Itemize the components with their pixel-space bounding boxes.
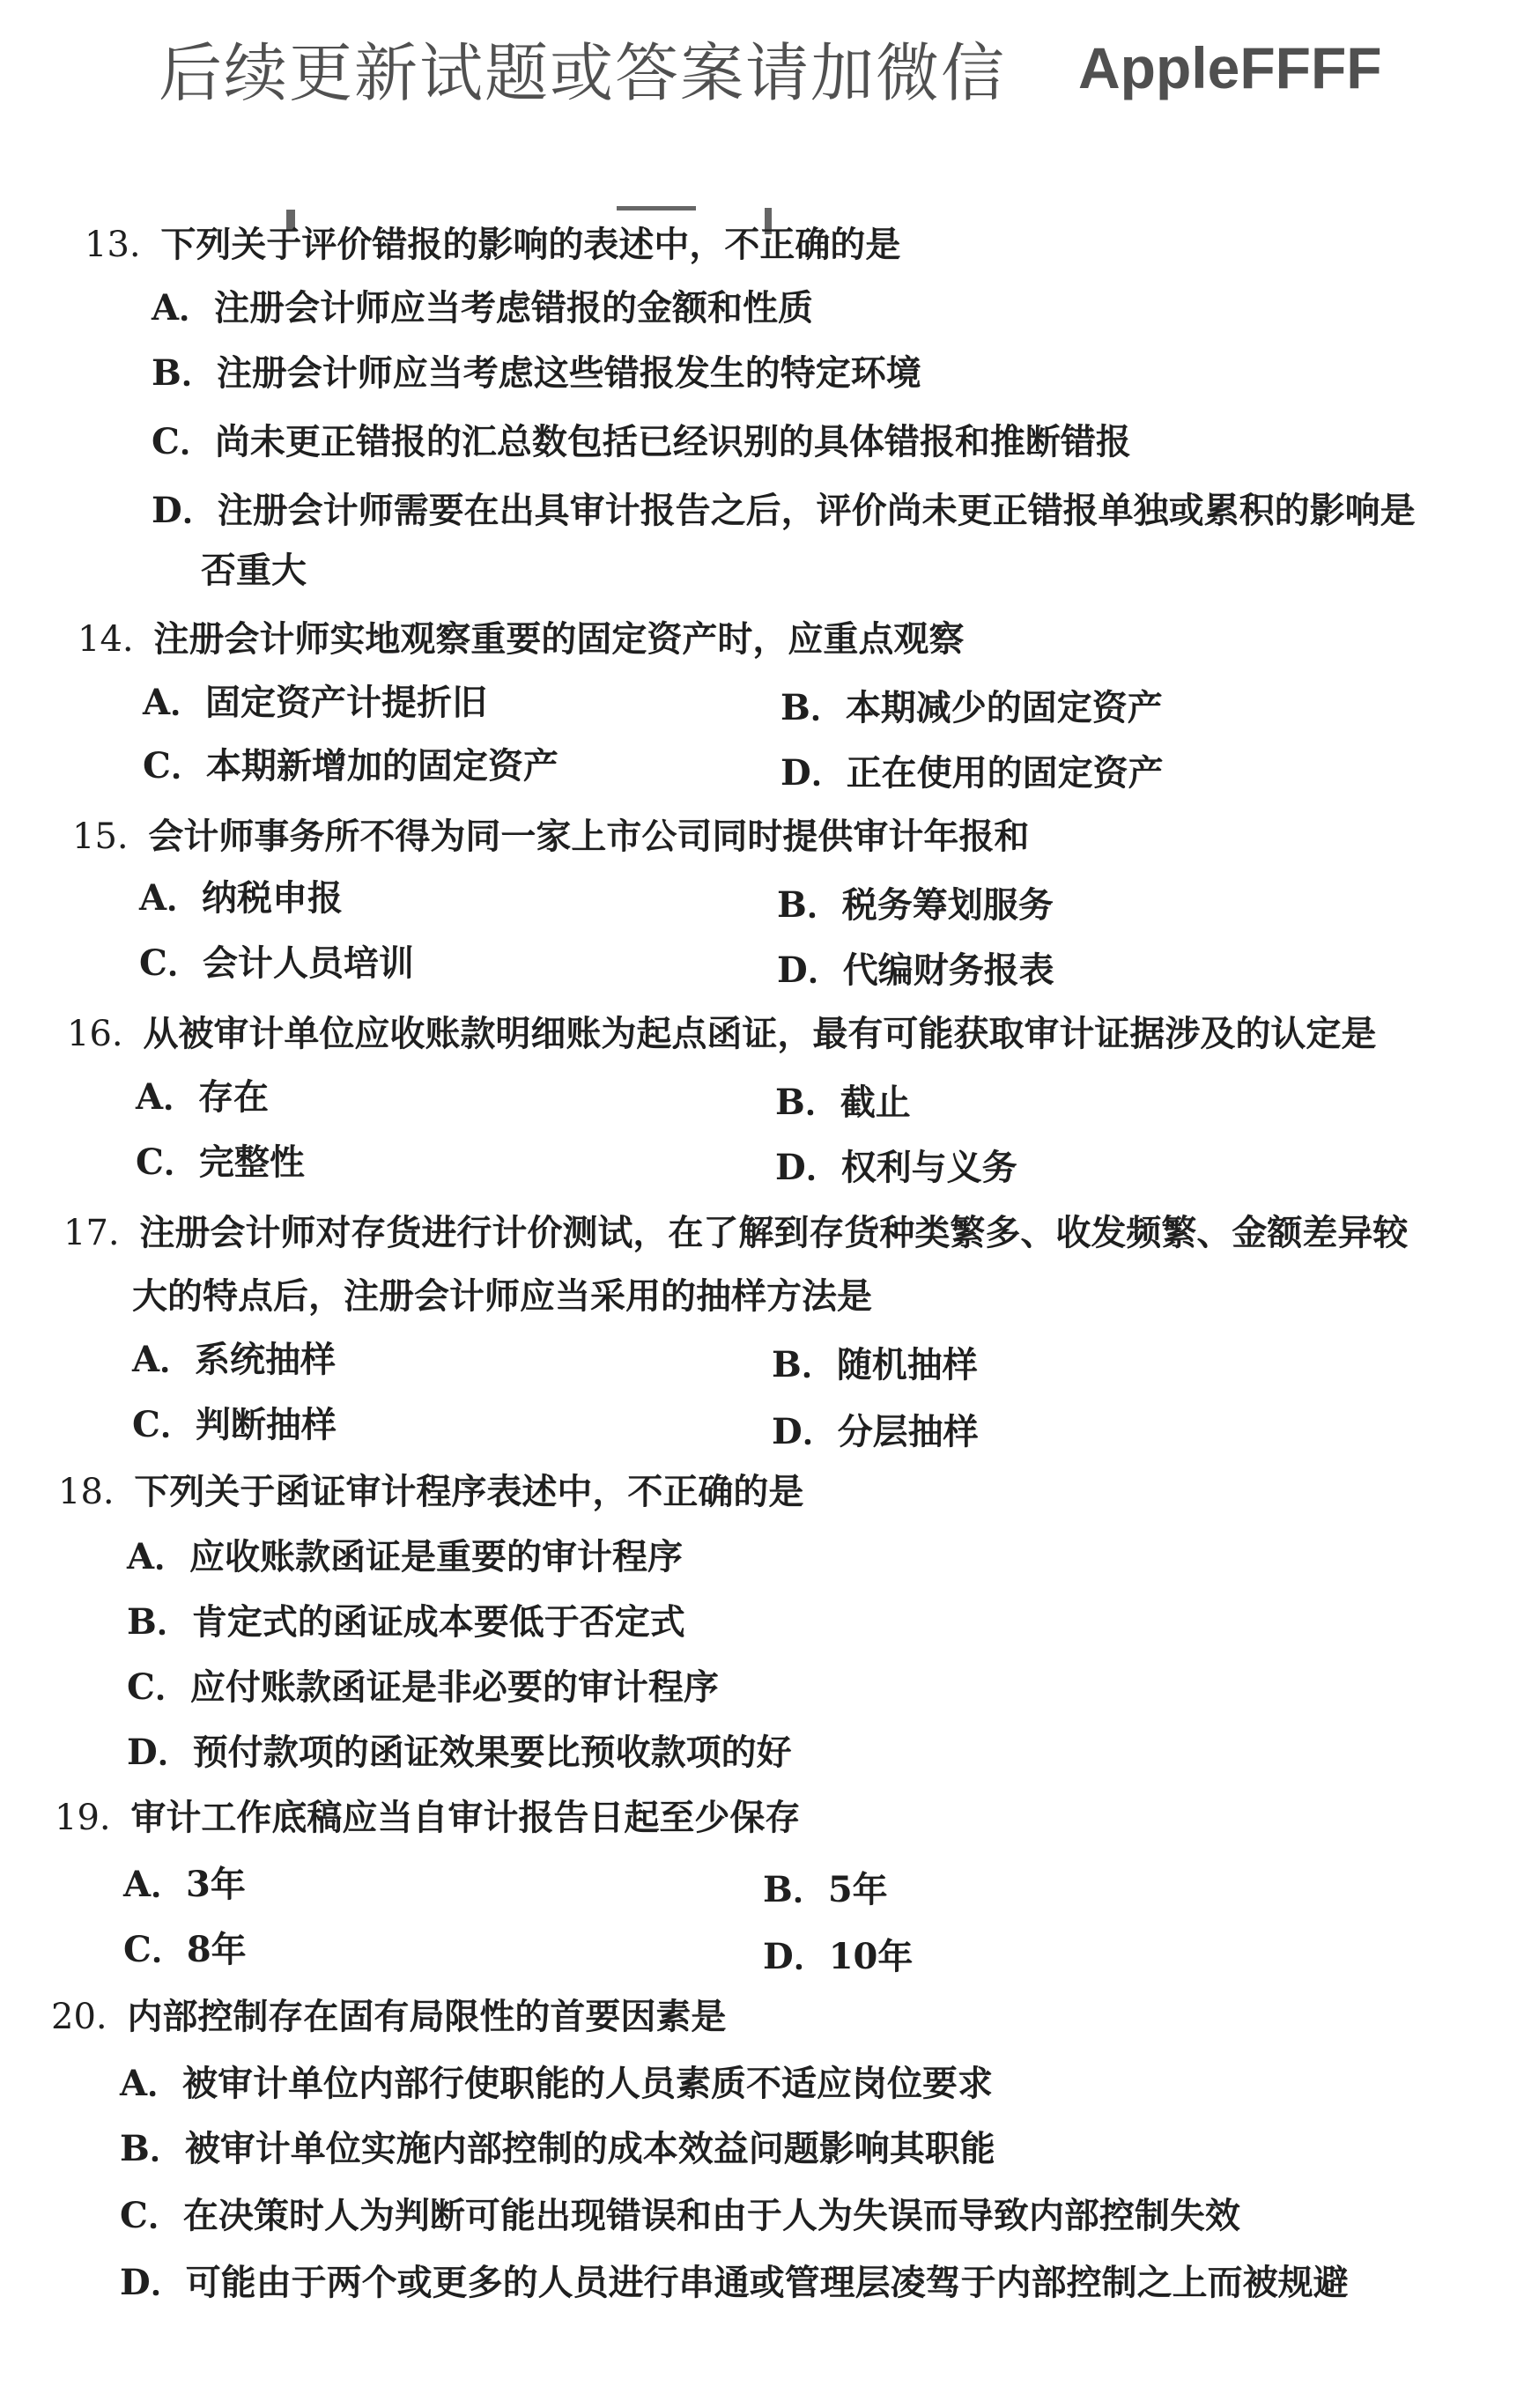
option-19-c: [123, 1927, 247, 1973]
option-letter: D．: [775, 1147, 841, 1188]
option-14-d: [780, 750, 1164, 796]
option-text: 判断抽样: [195, 1404, 337, 1445]
option-17-a: [132, 1337, 336, 1383]
question-stem: 下列关于函证审计程序表述中，不正确的是: [134, 1471, 804, 1512]
question-number: 14.: [78, 619, 134, 660]
question-number: 16.: [67, 1014, 123, 1054]
option-13-b: [152, 351, 921, 396]
option-16-b: [775, 1080, 911, 1126]
option-19-b: [763, 1867, 888, 1913]
option-letter: B．: [763, 1869, 828, 1910]
option-13-d: [152, 488, 1416, 534]
question-number: 17.: [63, 1213, 120, 1253]
option-text: 纳税申报: [202, 877, 344, 919]
option-text: 代编财务报表: [842, 949, 1054, 991]
option-text: 固定资产计提折旧: [205, 682, 488, 723]
question-stem: 从被审计单位应收账款明细账为起点函证，最有可能获取审计证据涉及的认定是: [143, 1013, 1377, 1054]
option-13-d-cont: [201, 548, 307, 594]
option-text: 注册会计师应当考虑错报的金额和性质: [214, 287, 814, 329]
option-17-d: [772, 1409, 979, 1455]
option-letter: C．: [120, 2195, 183, 2236]
option-letter: A．: [139, 877, 203, 919]
option-letter: B．: [775, 1082, 840, 1123]
option-text: 本期新增加的固定资产: [205, 745, 559, 787]
question-stem: 下列关于评价错报的影响的表述中，不正确的是: [160, 224, 901, 265]
option-text: 预付款项的函证效果要比预收款项的好: [192, 1732, 792, 1773]
question-stem: 审计工作底稿应当自审计报告日起至少保存: [130, 1797, 801, 1838]
option-16-c: [136, 1140, 305, 1186]
option-letter: A．: [152, 287, 215, 329]
option-text: 5年: [827, 1869, 888, 1910]
option-letter: D．: [763, 1936, 829, 1977]
option-text: 被审计单位内部行使职能的人员素质不适应岗位要求: [182, 2063, 994, 2104]
scan-artifact: [617, 206, 696, 211]
option-14-c: [143, 743, 559, 789]
question-15: [72, 814, 1029, 860]
option-18-c: [127, 1665, 719, 1710]
option-18-d: [127, 1730, 792, 1776]
option-19-a: [123, 1862, 246, 1908]
option-text: 肯定式的函证成本要低于否定式: [191, 1601, 685, 1643]
option-text: 税务筹划服务: [841, 884, 1054, 926]
question-number: 18.: [58, 1472, 115, 1512]
option-letter: D．: [152, 490, 218, 531]
option-19-d: [763, 1934, 913, 1980]
option-17-c: [132, 1402, 337, 1448]
option-20-c: [120, 2193, 1240, 2239]
option-text: 10年: [828, 1936, 914, 1977]
option-letter: A．: [127, 1536, 190, 1577]
header-text: 后续更新试题或答案请加微信: [159, 36, 1007, 110]
question-13: [85, 222, 900, 268]
option-18-a: [127, 1534, 683, 1580]
option-letter: C．: [132, 1404, 196, 1445]
option-text: 尚未更正错报的汇总数包括已经识别的具体错报和推断错报: [214, 421, 1131, 462]
option-letter: C．: [139, 942, 203, 984]
option-text: 可能由于两个或更多的人员进行串通或管理层凌驾于内部控制之上而被规避: [185, 2262, 1349, 2303]
option-text: 本期减少的固定资产: [845, 687, 1163, 728]
option-20-a: [120, 2061, 993, 2107]
option-text: 完整性: [198, 1141, 305, 1183]
question-number: 19.: [55, 1798, 111, 1838]
option-text: 应付账款函证是非必要的审计程序: [189, 1666, 719, 1708]
option-text: 分层抽样: [837, 1411, 979, 1452]
option-14-a: [143, 680, 487, 726]
question-stem-continued: 大的特点后，注册会计师应当采用的抽样方法是: [132, 1275, 872, 1317]
option-text: 注册会计师需要在出具审计报告之后，评价尚未更正错报单独或累积的影响是: [217, 490, 1416, 531]
question-number: 20.: [51, 1997, 107, 2037]
option-15-b: [777, 883, 1054, 928]
option-15-a: [139, 875, 343, 921]
option-20-d: [120, 2260, 1349, 2306]
option-text: 权利与义务: [840, 1147, 1017, 1188]
option-text: 3年: [186, 1864, 246, 1905]
question-stem: 内部控制存在固有局限性的首要因素是: [127, 1996, 727, 2037]
question-stem: 会计师事务所不得为同一家上市公司同时提供审计年报和: [148, 816, 1030, 857]
option-letter: C．: [143, 745, 206, 787]
page-header: [159, 19, 1382, 116]
option-14-b: [780, 685, 1163, 731]
option-letter: B．: [777, 884, 842, 926]
option-letter: D．: [120, 2262, 186, 2303]
option-16-a: [136, 1075, 269, 1120]
option-text: 截止: [840, 1082, 911, 1123]
question-stem: 注册会计师实地观察重要的固定资产时，应重点观察: [153, 618, 965, 660]
option-text-continued: 否重大: [201, 550, 307, 591]
option-17-b: [772, 1342, 978, 1388]
option-13-c: [152, 419, 1131, 465]
option-text: 应收账款函证是重要的审计程序: [189, 1536, 684, 1577]
option-13-a: [152, 285, 813, 331]
option-15-d: [777, 948, 1054, 993]
question-16: [67, 1011, 1376, 1057]
option-letter: B．: [152, 352, 217, 394]
question-20: [51, 1994, 726, 2040]
option-15-c: [139, 941, 414, 986]
option-letter: D．: [777, 949, 843, 991]
header-contact: AppleFFFF: [1078, 35, 1382, 100]
question-17-cont: [132, 1274, 872, 1319]
option-letter: B．: [780, 687, 846, 728]
option-letter: D．: [780, 752, 847, 794]
option-16-d: [775, 1145, 1017, 1191]
question-number: 13.: [85, 225, 141, 265]
option-letter: C．: [152, 421, 215, 462]
question-19: [55, 1795, 800, 1841]
option-18-b: [127, 1599, 685, 1645]
option-letter: A．: [123, 1864, 187, 1905]
option-text: 被审计单位实施内部控制的成本效益问题影响其职能: [184, 2128, 995, 2169]
option-text: 随机抽样: [836, 1344, 978, 1385]
option-letter: A．: [136, 1076, 199, 1118]
question-stem: 注册会计师对存货进行计价测试，在了解到存货种类繁多、收发频繁、金额差异较: [139, 1212, 1409, 1253]
option-letter: A．: [120, 2063, 183, 2104]
option-text: 正在使用的固定资产: [846, 752, 1164, 794]
option-letter: D．: [127, 1732, 193, 1773]
question-number: 15.: [72, 816, 129, 857]
option-letter: A．: [132, 1339, 196, 1380]
question-18: [58, 1469, 803, 1515]
option-letter: A．: [143, 682, 206, 723]
option-text: 会计人员培训: [202, 942, 414, 984]
option-text: 存在: [198, 1076, 270, 1118]
option-letter: B．: [772, 1344, 837, 1385]
option-letter: B．: [120, 2128, 185, 2169]
option-text: 注册会计师应当考虑这些错报发生的特定环境: [216, 352, 921, 394]
option-letter: D．: [772, 1411, 838, 1452]
question-14: [78, 617, 964, 662]
option-letter: B．: [127, 1601, 192, 1643]
question-17: [63, 1210, 1408, 1256]
option-text: 系统抽样: [195, 1339, 337, 1380]
option-letter: C．: [127, 1666, 190, 1708]
option-letter: C．: [123, 1929, 187, 1970]
option-text: 8年: [186, 1929, 247, 1970]
option-letter: C．: [136, 1141, 199, 1183]
option-20-b: [120, 2126, 995, 2172]
option-text: 在决策时人为判断可能出现错误和由于人为失误而导致内部控制失效: [182, 2195, 1240, 2236]
